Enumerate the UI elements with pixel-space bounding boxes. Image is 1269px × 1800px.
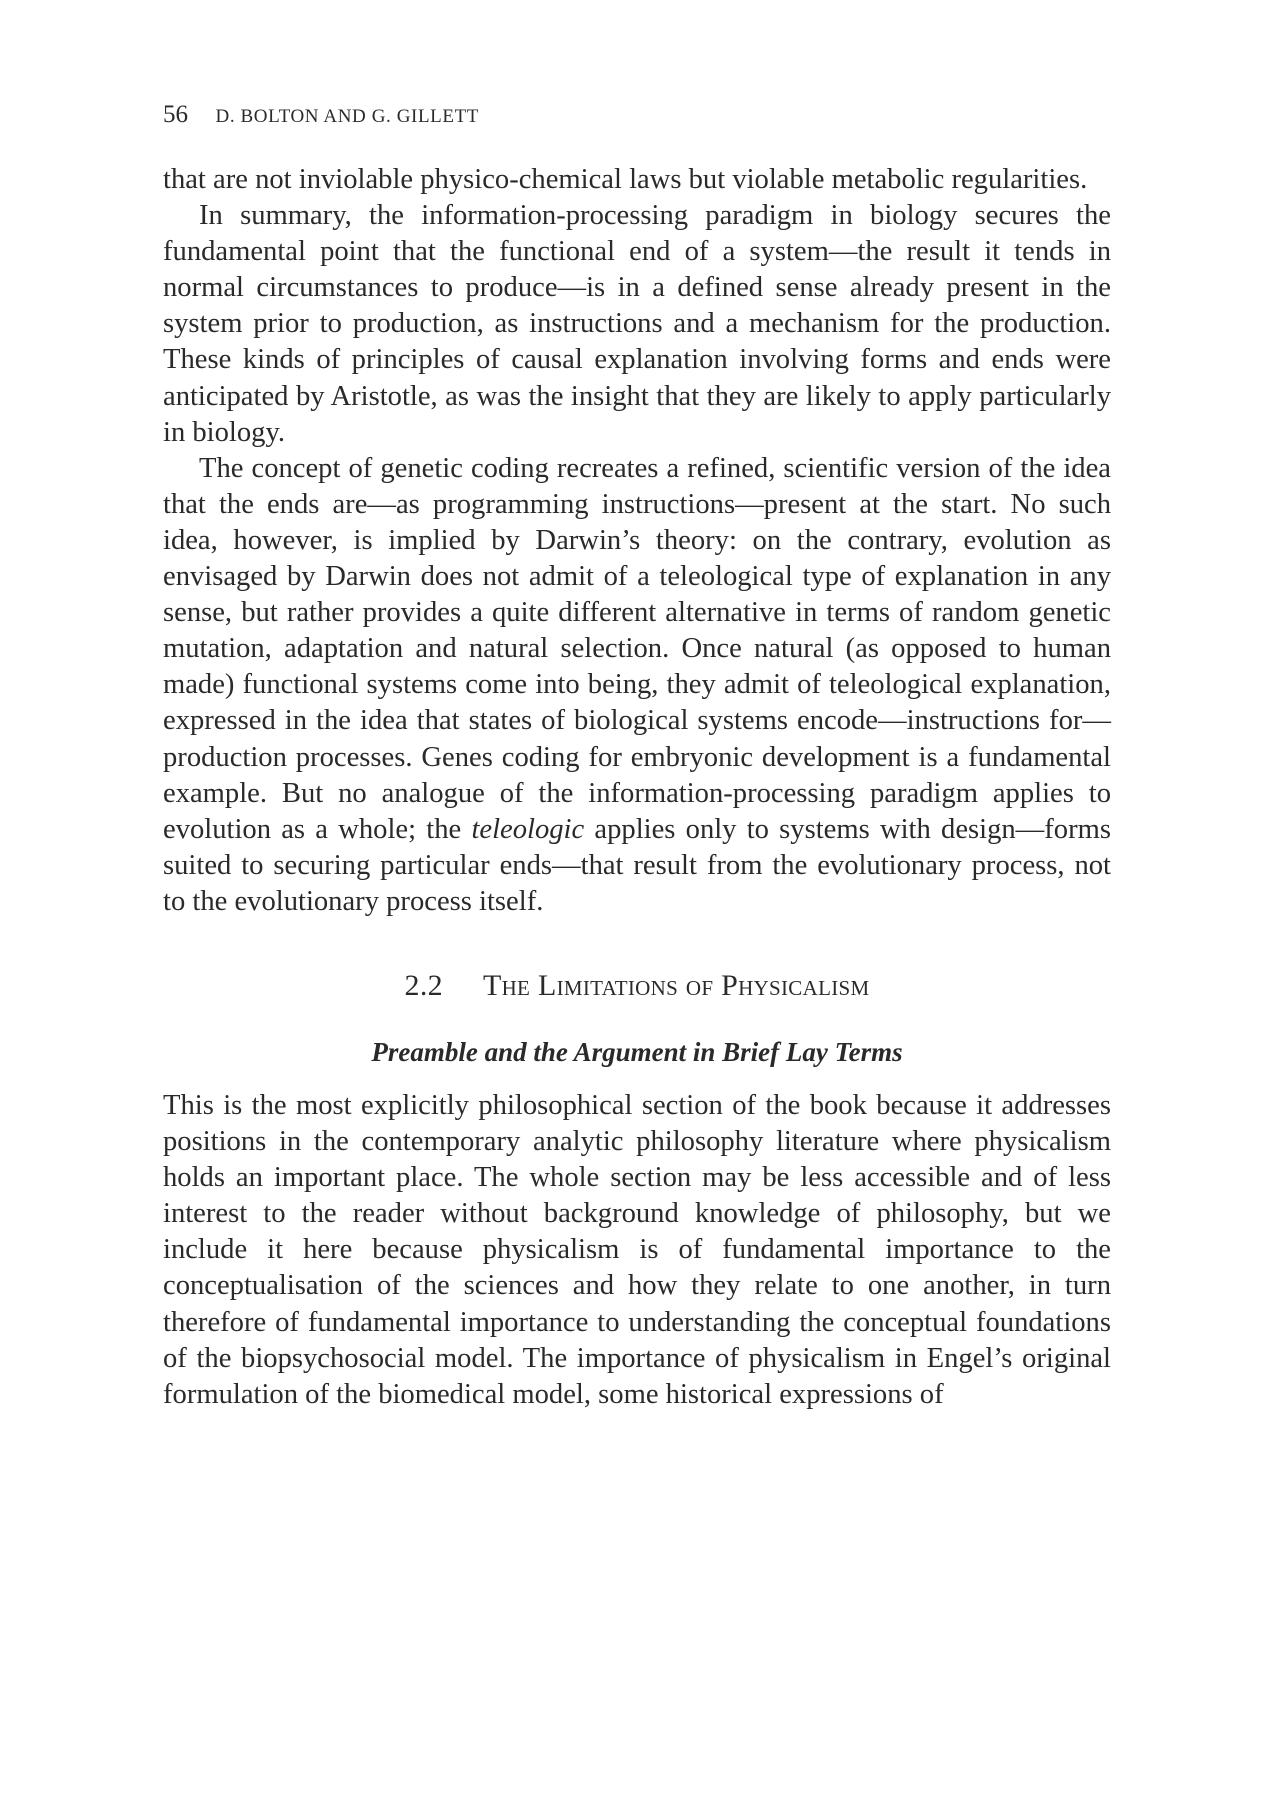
running-head — [163, 100, 1111, 130]
body-paragraph-continued: that are not inviolable physico-chemical laws but violable metabolic regularities. — [163, 164, 1088, 195]
subsection-heading: Preamble and the Argument in Brief Lay Terms — [371, 1036, 903, 1067]
section-title: The Limitations of Physicalism — [482, 968, 870, 1002]
body-paragraph-summary: In summary, the information-processing paradigm in biology secures the fundamental point that the functional end of a system—the result it tends in normal circumstances to produce—is in a defined sense already present in the system prior to production, as instructions and a mechanism for the production. These kinds of principles of causal explanation involving forms and ends were anticipated by Aristotle, as was the insight that they are likely to apply particularly in biology. — [163, 200, 1111, 448]
emphasis-teleologic: teleologic — [471, 813, 585, 845]
section-heading — [163, 966, 1111, 1006]
running-head-authors: D. BOLTON AND G. GILLETT — [215, 106, 479, 127]
paragraph-text-start: The concept of genetic coding recreates a refined, scientific version of the idea that the ends are—as programming instructions—present at the start. No such idea, however, is implied by Darwin’s theory: on the contrary, evolution as envisaged by Darwin does not admit of a teleological type of explanation in any sense, but rather provides a quite different alternative in terms of random genetic mutation, adaptation and natural selection. Once natural (as opposed to human made) functional systems come into being, they admit of teleological explanation, expressed in the idea that states of biological systems encode—instructions for—production processes. Genes coding for embryonic development is a fundamental example. But no analogue of the information-processing paradigm applies to evolution as a whole; the — [163, 452, 1111, 845]
body-paragraph-genetic-coding — [163, 451, 1111, 920]
section-paragraph-intro: This is the most explicitly philosophical section of the book because it addresses positions in the contemporary analytic philosophy literature where physicalism holds an important place. The whole section may be less accessible and of less interest to the reader without background knowledge of philosophy, but we include it here because physicalism is of fundamental importance to the conceptualisation of the sciences and how they relate to one another, in turn therefore of fundamental importance to understanding the conceptual foundations of the biopsychosocial model. The importance of physicalism in Engel’s original formulation of the biomedical model, some historical expressions of — [163, 1089, 1111, 1410]
paragraph-text-end: applies only to systems with design—forms suited to securing particular ends—that result from the evolutionary process, not to the evolutionary process itself. — [163, 813, 1111, 917]
book-page — [163, 100, 1111, 1413]
page-number: 56 — [163, 101, 188, 128]
section-number: 2.2 — [404, 968, 443, 1002]
